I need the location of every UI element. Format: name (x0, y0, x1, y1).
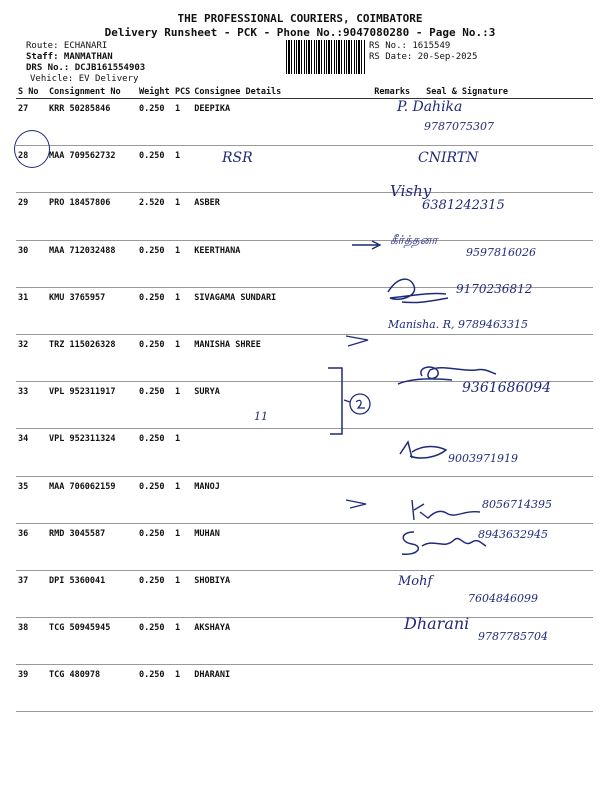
handwritten-phone: 8056714395 (482, 498, 552, 511)
row-weight: 0.250 (137, 570, 173, 617)
row-weight: 0.250 (137, 99, 173, 146)
handwritten-phone: 9787785704 (478, 630, 548, 643)
col-signature: Seal & Signature (412, 86, 593, 99)
handwritten-signature: CNIRTN (418, 150, 479, 166)
signature-scribble (394, 526, 490, 560)
row-sno: 35 (16, 476, 47, 523)
row-weight: 0.250 (137, 240, 173, 287)
handwritten-signature: Dharani (404, 614, 470, 633)
row-pcs: 1 (173, 523, 192, 570)
row-pcs: 1 (173, 334, 192, 381)
staff-label: Staff: MANMATHAN (26, 52, 113, 62)
row-pcs: 1 (173, 429, 192, 476)
row-weight: 0.250 (137, 523, 173, 570)
signature-scribble (380, 272, 450, 308)
row-consignee: MANISHA SHREE (192, 334, 352, 381)
rs-number: RS No.: 1615549 (369, 41, 451, 51)
row-sno: 37 (16, 570, 47, 617)
signature-scribble (396, 438, 456, 464)
row-weight: 0.250 (137, 334, 173, 381)
row-sno: 38 (16, 618, 47, 665)
col-remarks: Remarks (352, 86, 412, 99)
row-sno: 39 (16, 665, 47, 712)
company-title: THE PROFESSIONAL COURIERS, COIMBATORE (177, 12, 423, 25)
row-signature (412, 665, 593, 712)
row-consignment: VPL 952311324 (47, 429, 137, 476)
handwritten-phone: 9597816026 (466, 246, 536, 259)
runsheet-table (16, 86, 593, 712)
handwritten-mark: 11 (254, 410, 268, 423)
table-row (16, 334, 593, 381)
handwritten-phone: 6381242315 (422, 198, 505, 213)
row-weight: 2.520 (137, 193, 173, 240)
col-weight: Weight (137, 86, 173, 99)
row-sno: 36 (16, 523, 47, 570)
row-pcs: 1 (173, 287, 192, 334)
route-label: Route: ECHANARI (26, 41, 108, 51)
col-sno: S No (16, 86, 47, 99)
row-sno: 34 (16, 429, 47, 476)
drs-number: DRS No.: DCJB161554903 (26, 63, 146, 73)
handwritten-signature: Vishy (390, 182, 432, 200)
row-consignee: SURYA (192, 382, 352, 429)
row-consignment: PRO 18457806 (47, 193, 137, 240)
row-weight: 0.250 (137, 146, 173, 193)
row-consignee: SIVAGAMA SUNDARI (192, 287, 352, 334)
handwritten-phone: 9170236812 (456, 282, 533, 296)
row-consignment: RMD 3045587 (47, 523, 137, 570)
arrow-icon (344, 332, 374, 348)
barcode (286, 40, 366, 74)
row-pcs: 1 (173, 382, 192, 429)
table-row (16, 665, 593, 712)
row-consignee: SHOBIYA (192, 570, 352, 617)
row-sno: 31 (16, 287, 47, 334)
row-sno: 28 (16, 146, 47, 193)
row-pcs: 1 (173, 618, 192, 665)
handwritten-phone: 7604846099 (468, 592, 538, 605)
handwritten-note: RSR (222, 150, 253, 166)
row-sno: 27 (16, 99, 47, 146)
arrow-icon (350, 238, 386, 252)
row-consignment: MAA 706062159 (47, 476, 137, 523)
row-consignment: KMU 3765957 (47, 287, 137, 334)
row-consignment: VPL 952311917 (47, 382, 137, 429)
row-consignment: DPI 5360041 (47, 570, 137, 617)
row-pcs: 1 (173, 193, 192, 240)
row-weight: 0.250 (137, 287, 173, 334)
row-pcs: 1 (173, 240, 192, 287)
vehicle-label: Vehicle: EV Delivery (30, 74, 139, 84)
row-consignment: KRR 50285846 (47, 99, 137, 146)
row-consignee: DEEPIKA (192, 99, 352, 146)
row-consignee: AKSHAYA (192, 618, 352, 665)
handwritten-phone: 9003971919 (448, 452, 518, 465)
row-consignment: TRZ 115026328 (47, 334, 137, 381)
row-pcs: 1 (173, 570, 192, 617)
row-weight: 0.250 (137, 618, 173, 665)
col-pcs: PCS (174, 87, 191, 97)
rs-date: RS Date: 20-Sep-2025 (369, 52, 478, 62)
row-consignment: TCG 480978 (47, 665, 137, 712)
table-row (16, 99, 593, 146)
row-pcs: 1 (173, 146, 192, 193)
row-remarks (352, 665, 412, 712)
circle-mark (14, 130, 50, 168)
row-consignee: KEERTHANA (192, 240, 352, 287)
handwritten-phone: 8943632945 (478, 528, 548, 541)
row-consignee: DHARANI (192, 665, 352, 712)
handwritten-phone: 9787075307 (424, 120, 494, 133)
row-consignment: MAA 712032488 (47, 240, 137, 287)
col-consignee: Consignee Details (192, 86, 352, 99)
handwritten-signature: Mohf (398, 574, 433, 589)
row-weight: 0.250 (137, 429, 173, 476)
table-row (16, 146, 593, 193)
handwritten-signature: P. Dahika (397, 99, 463, 115)
row-weight: 0.250 (137, 665, 173, 712)
row-consignee: MUHAN (192, 523, 352, 570)
table-header-row (16, 86, 593, 99)
row-consignment: TCG 50945945 (47, 618, 137, 665)
runsheet-subtitle: Delivery Runsheet - PCK - Phone No.:9047080280 - Page No.:3 (104, 26, 496, 39)
row-pcs: 1 (173, 99, 192, 146)
row-weight: 0.250 (137, 476, 173, 523)
row-consignment: MAA 709562732 (47, 146, 137, 193)
arrow-icon (344, 496, 372, 510)
row-sno: 33 (16, 382, 47, 429)
handwritten-phone: 9361686094 (462, 380, 552, 396)
handwritten-signature: கீர்த்தனா (390, 233, 438, 247)
row-consignee: ASBER (192, 193, 352, 240)
signature-scribble (408, 496, 488, 522)
row-consignee (192, 146, 352, 193)
row-consignee: MANOJ (192, 476, 352, 523)
row-sno: 32 (16, 334, 47, 381)
row-pcs: 1 (173, 665, 192, 712)
row-sno: 30 (16, 240, 47, 287)
row-weight: 0.250 (137, 382, 173, 429)
row-sno: 29 (16, 193, 47, 240)
table-row (16, 193, 593, 240)
row-pcs: 1 (173, 476, 192, 523)
bracket-mark (320, 362, 380, 442)
handwritten-signature: Manisha. R, 9789463315 (388, 318, 528, 331)
col-consignment: Consignment No (47, 86, 137, 99)
